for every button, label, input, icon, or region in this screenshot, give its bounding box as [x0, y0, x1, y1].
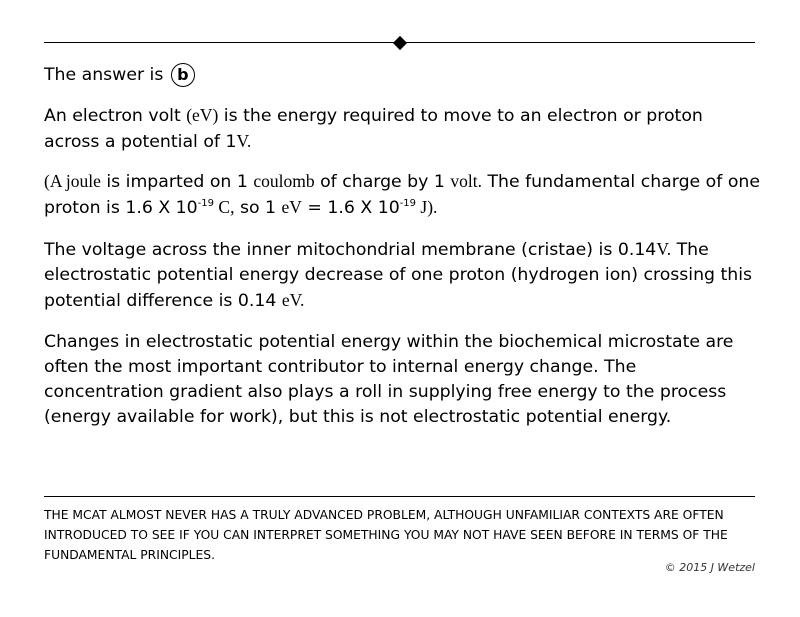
p2-text-b: is imparted on 1 [100, 172, 254, 192]
p2-unit-ev: eV [281, 197, 302, 217]
p1-unit-v: V. [236, 131, 252, 151]
copyright: © 2015 J Wetzel [664, 561, 755, 574]
p2-exponent-1: -19 [197, 198, 215, 209]
paragraph-joule [44, 169, 760, 221]
p2-coulomb: coulomb [253, 171, 315, 191]
p2-unit-j: J). [416, 197, 438, 217]
bottom-divider [44, 496, 755, 497]
p3-text-c: The electrostatic potential energy decrease of one proton (hydrogen ion) crossing this potential difference is 0.14 [44, 240, 753, 311]
p3-text-a: The voltage across the inner mitochondrial membrane (cristae) is 0.14 [44, 240, 657, 260]
p2-joule: (A joule [44, 171, 101, 191]
p2-text-d: of charge by 1 [314, 172, 451, 192]
answer-line [44, 63, 760, 91]
p2-text-f: The fundamental charge of one proton is 1.6 X 10 [44, 172, 760, 218]
answer-letter-badge: b [171, 63, 195, 87]
answer-explanation [44, 63, 760, 430]
diamond-ornament-icon [393, 36, 407, 50]
p2-unit-c: C, [214, 197, 235, 217]
p3-unit-ev: eV. [281, 290, 305, 310]
p1-text-c: is the energy required to move to an electron or proton across a potential of 1 [44, 106, 703, 152]
p3-unit-v: V. [656, 239, 672, 259]
p2-volt: volt. [450, 171, 482, 191]
p1-unit-ev: (eV) [186, 105, 219, 125]
paragraph-energy-changes: Changes in electrostatic potential energy within the biochemical microstate are often the most important contributor to internal energy change. The concentration gradient also plays a roll in supplying free energy to the process (energy available for work), but this is not electrostatic potential energy. [44, 332, 734, 427]
paragraph-electron-volt [44, 103, 760, 155]
p2-text-i: so 1 [234, 198, 282, 218]
p1-text-a: An electron volt [44, 106, 187, 126]
p2-text-k: = 1.6 X 10 [301, 198, 400, 218]
footer-note: THE MCAT ALMOST NEVER HAS A TRULY ADVANCED PROBLEM, ALTHOUGH UNFAMILIAR CONTEXTS ARE OFTEN INTRODUCED TO SEE IF YOU CAN INTERPRET SOMETHING YOU MAY NOT HAVE SEEN BEFORE IN TERMS OF THE FUNDAMENTAL PRINCIPLES. [44, 508, 728, 562]
paragraph-membrane-voltage [44, 237, 760, 314]
answer-label: The answer is [44, 65, 164, 85]
p2-exponent-2: -19 [399, 198, 417, 209]
